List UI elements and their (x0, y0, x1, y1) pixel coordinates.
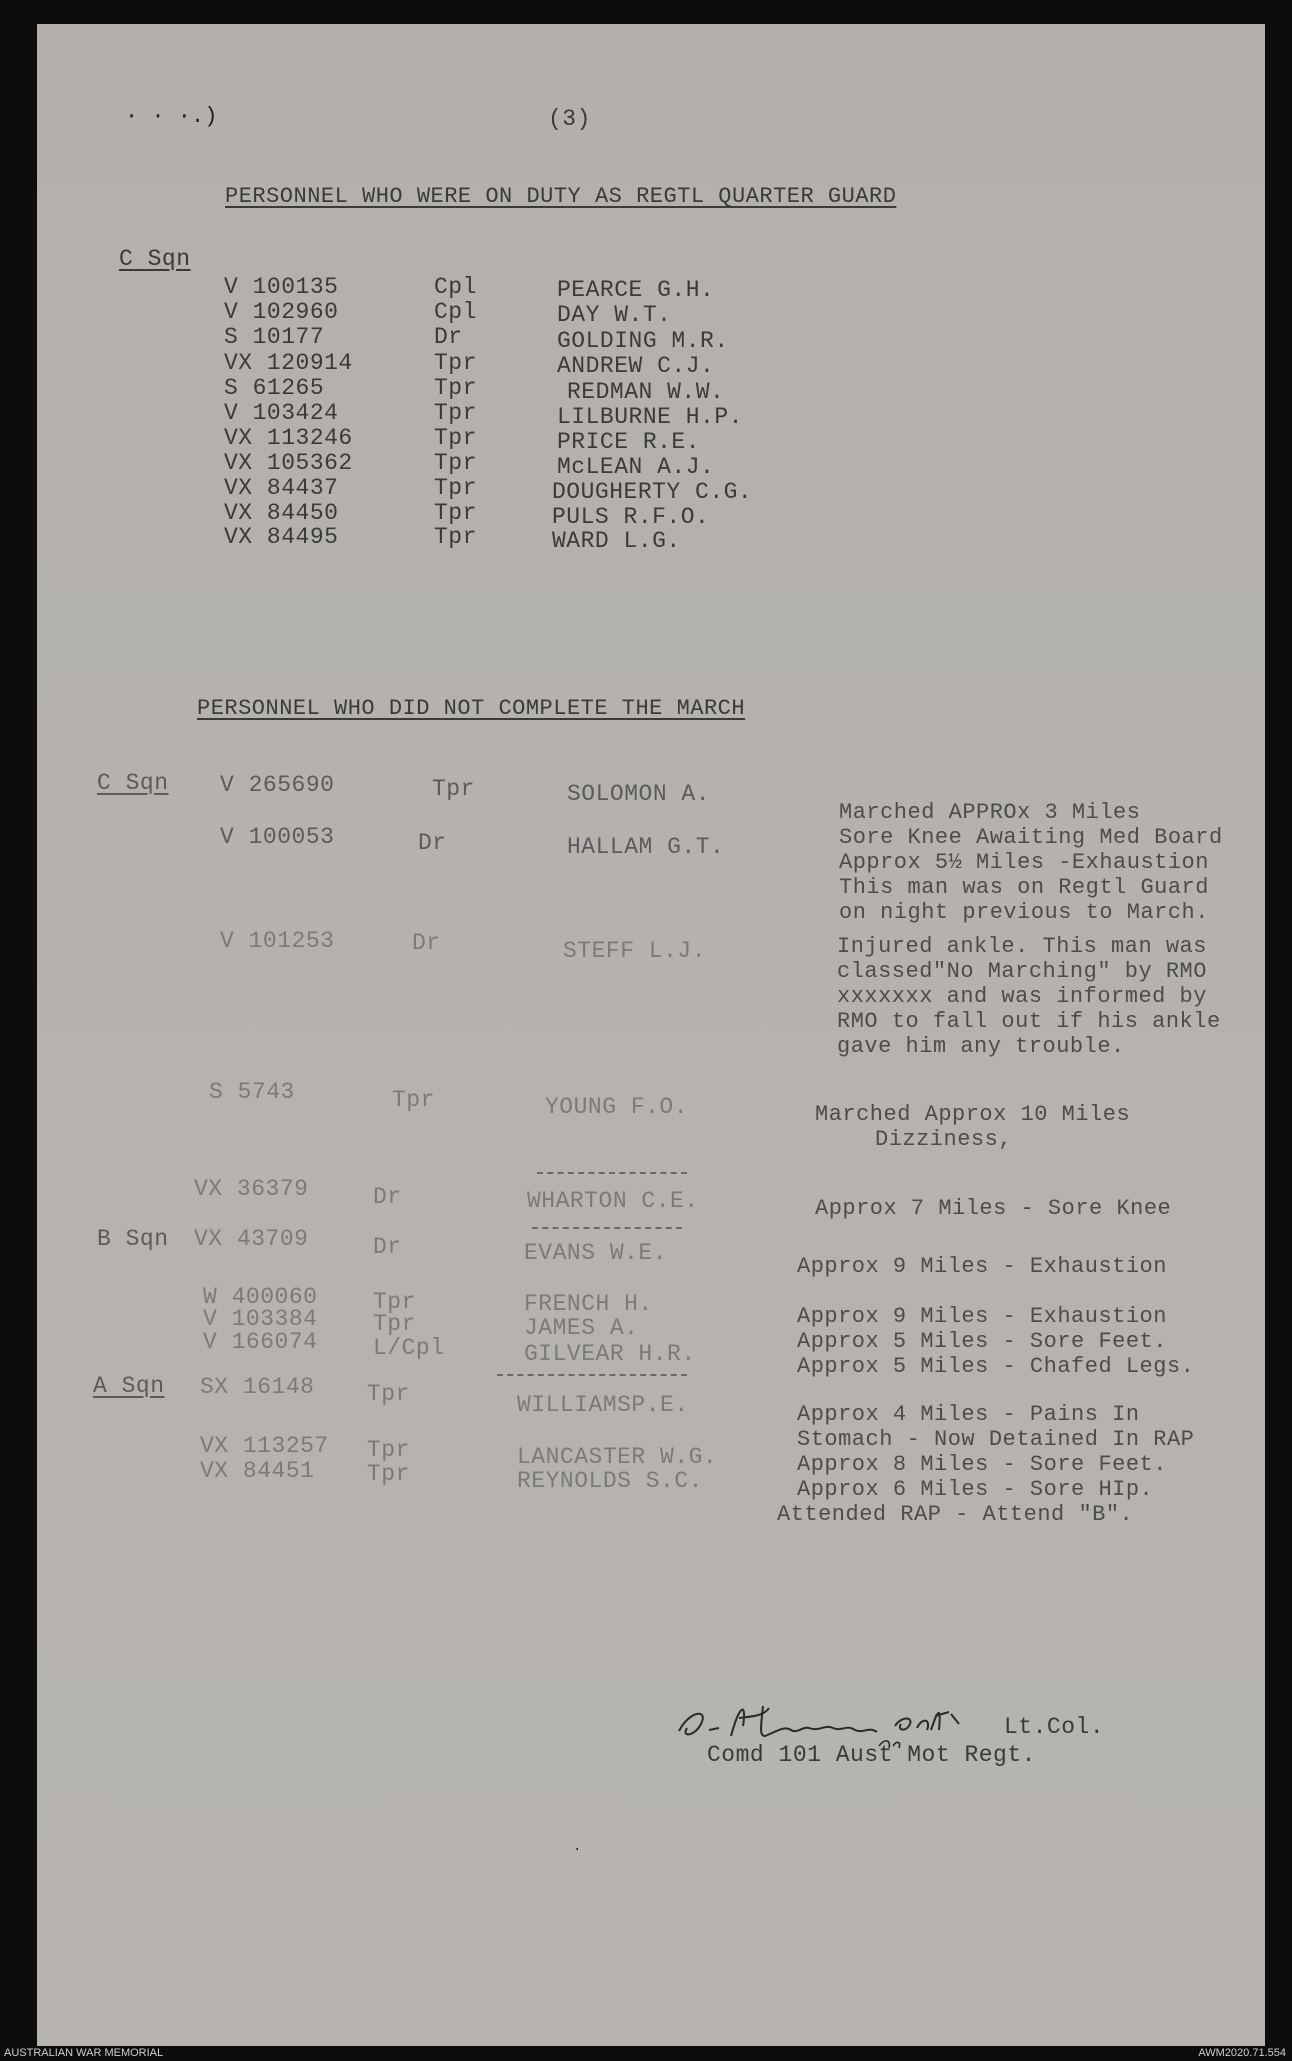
remark-line: Approx 5 Miles - Chafed Legs. (797, 1354, 1195, 1379)
ink-mark: · (573, 1842, 582, 1858)
march-rank: Dr (418, 830, 447, 856)
remark-line: Marched Approx 10 Miles (815, 1102, 1131, 1127)
march-name: STEFF L.J. (563, 938, 707, 964)
march-rank: Tpr (367, 1437, 410, 1463)
qg-rank: Cpl (434, 274, 477, 300)
march-rank: Dr (373, 1184, 402, 1210)
qg-number: V 103424 (224, 400, 339, 426)
remark-line: Dizziness, (875, 1127, 1013, 1152)
march-rank: Tpr (432, 776, 475, 802)
qg-number: S 61265 (224, 375, 325, 401)
qg-number: VX 120914 (224, 350, 353, 376)
qg-number: VX 84450 (224, 500, 339, 526)
qg-name: PEARCE G.H. (557, 277, 715, 303)
march-rank: L/Cpl (373, 1335, 445, 1361)
remark-line: classed"No Marching" by RMO (837, 959, 1207, 984)
separator (497, 1374, 687, 1376)
qg-name: GOLDING M.R. (557, 328, 729, 354)
qg-name: PULS R.F.O. (552, 504, 710, 530)
qg-number: VX 84437 (224, 475, 339, 501)
qg-number: V 100135 (224, 274, 339, 300)
march-rank: Dr (412, 930, 441, 956)
remark-block (815, 1196, 1171, 1221)
qg-rank: Tpr (434, 350, 477, 376)
march-heading: PERSONNEL WHO DID NOT COMPLETE THE MARCH (197, 696, 746, 721)
march-squadron-a: A Sqn (93, 1373, 165, 1399)
remark-block (777, 1402, 1194, 1527)
qg-name: DOUGHERTY C.G. (552, 479, 753, 505)
march-rank: Tpr (373, 1311, 416, 1337)
remark-line: Marched APPROx 3 Miles (839, 800, 1141, 825)
remark-block (837, 934, 1221, 1059)
remark-line: on night previous to March. (839, 900, 1209, 925)
march-rank: Tpr (392, 1087, 435, 1113)
qg-number: S 10177 (224, 324, 325, 350)
march-number: VX 113257 (200, 1433, 329, 1459)
remark-block (797, 1254, 1167, 1279)
remark-line: Approx 9 Miles - Exhaustion (797, 1304, 1167, 1329)
march-number: V 166074 (203, 1329, 318, 1355)
remark-line: Approx 4 Miles - Pains In (797, 1402, 1140, 1427)
separator (537, 1172, 687, 1174)
march-number: VX 36379 (194, 1176, 309, 1202)
remark-block (815, 1102, 1130, 1152)
signatory-title: Comd 101 Aust Mot Regt. (707, 1742, 1036, 1768)
qg-name: WARD L.G. (552, 528, 681, 554)
qg-name: McLEAN A.J. (557, 454, 715, 480)
document-page (37, 24, 1265, 2046)
remark-line: Approx 7 Miles - Sore Knee (815, 1196, 1172, 1221)
qg-rank: Tpr (434, 425, 477, 451)
qg-name: LILBURNE H.P. (557, 404, 743, 430)
march-name: WHARTON C.E. (527, 1188, 699, 1214)
remark-block (839, 800, 1223, 925)
qg-number: V 102960 (224, 299, 339, 325)
remark-line: Stomach - Now Detained In RAP (797, 1427, 1195, 1452)
qg-rank: Tpr (434, 400, 477, 426)
march-squadron-c: C Sqn (97, 770, 169, 796)
qg-rank: Tpr (434, 450, 477, 476)
march-number: VX 43709 (194, 1226, 309, 1252)
march-number: SX 16148 (200, 1374, 315, 1400)
remark-line: gave him any trouble. (837, 1034, 1125, 1059)
march-number: W 400060 (203, 1284, 318, 1310)
march-name: LANCASTER W.G. (517, 1444, 718, 1470)
qg-name: ANDREW C.J. (557, 353, 715, 379)
quarter-guard-squadron: C Sqn (119, 246, 191, 272)
march-rank: Dr (373, 1234, 402, 1260)
march-name: SOLOMON A. (567, 781, 711, 807)
qg-rank: Tpr (434, 500, 477, 526)
march-rank: Tpr (367, 1381, 410, 1407)
march-number: VX 84451 (200, 1458, 315, 1484)
march-name: JAMES A. (524, 1315, 639, 1341)
march-name: FRENCH H. (524, 1291, 653, 1317)
ink-mark: · · ·.) (125, 104, 218, 129)
qg-name: PRICE R.E. (557, 429, 701, 455)
march-number: V 101253 (220, 928, 335, 954)
qg-rank: Cpl (434, 299, 477, 325)
qg-number: VX 105362 (224, 450, 353, 476)
remark-line: Approx 9 Miles - Exhaustion (797, 1254, 1167, 1279)
quarter-guard-heading: PERSONNEL WHO WERE ON DUTY AS REGTL QUARTER GUARD (225, 184, 897, 209)
footer-archive-name: AUSTRALIAN WAR MEMORIAL (4, 2047, 164, 2059)
remark-line: Sore Knee Awaiting Med Board (839, 825, 1223, 850)
march-rank: Tpr (373, 1289, 416, 1315)
signatory-rank: Lt.Col. (1004, 1714, 1105, 1740)
remark-line: Approx 8 Miles - Sore Feet. (797, 1452, 1167, 1477)
remark-line: Approx 5½ Miles -Exhaustion (839, 850, 1209, 875)
march-name: YOUNG F.O. (545, 1094, 689, 1120)
qg-rank: Tpr (434, 475, 477, 501)
qg-number: VX 113246 (224, 425, 353, 451)
qg-rank: Tpr (434, 524, 477, 550)
march-name: EVANS W.E. (524, 1240, 668, 1266)
qg-name: REDMAN W.W. (567, 379, 725, 405)
march-name: WILLIAMSP.E. (517, 1392, 689, 1418)
remark-line: Attended RAP - Attend "B". (777, 1502, 1134, 1527)
march-name: GILVEAR H.R. (524, 1341, 696, 1367)
march-squadron-b: B Sqn (97, 1226, 169, 1252)
qg-rank: Dr (434, 324, 463, 350)
march-name: REYNOLDS S.C. (517, 1468, 703, 1494)
remark-line: Approx 5 Miles - Sore Feet. (797, 1329, 1167, 1354)
march-number: V 100053 (220, 824, 335, 850)
march-rank: Tpr (367, 1461, 410, 1487)
march-name: HALLAM G.T. (567, 834, 725, 860)
march-number: V 103384 (203, 1306, 318, 1332)
remark-line: RMO to fall out if his ankle (837, 1009, 1221, 1034)
page-number: (3) (548, 106, 591, 132)
march-number: S 5743 (209, 1079, 295, 1105)
qg-number: VX 84495 (224, 524, 339, 550)
footer-accession-number: AWM2020.71.554 (1198, 2047, 1286, 2059)
qg-rank: Tpr (434, 375, 477, 401)
march-number: V 265690 (220, 772, 335, 798)
remark-line: xxxxxxx and was informed by (837, 984, 1207, 1009)
qg-name: DAY W.T. (557, 302, 672, 328)
remark-line: Approx 6 Miles - Sore HIp. (797, 1477, 1154, 1502)
remark-line: This man was on Regtl Guard (839, 875, 1209, 900)
separator (532, 1227, 682, 1229)
remark-line: Injured ankle. This man was (837, 934, 1207, 959)
remark-block (797, 1304, 1194, 1379)
